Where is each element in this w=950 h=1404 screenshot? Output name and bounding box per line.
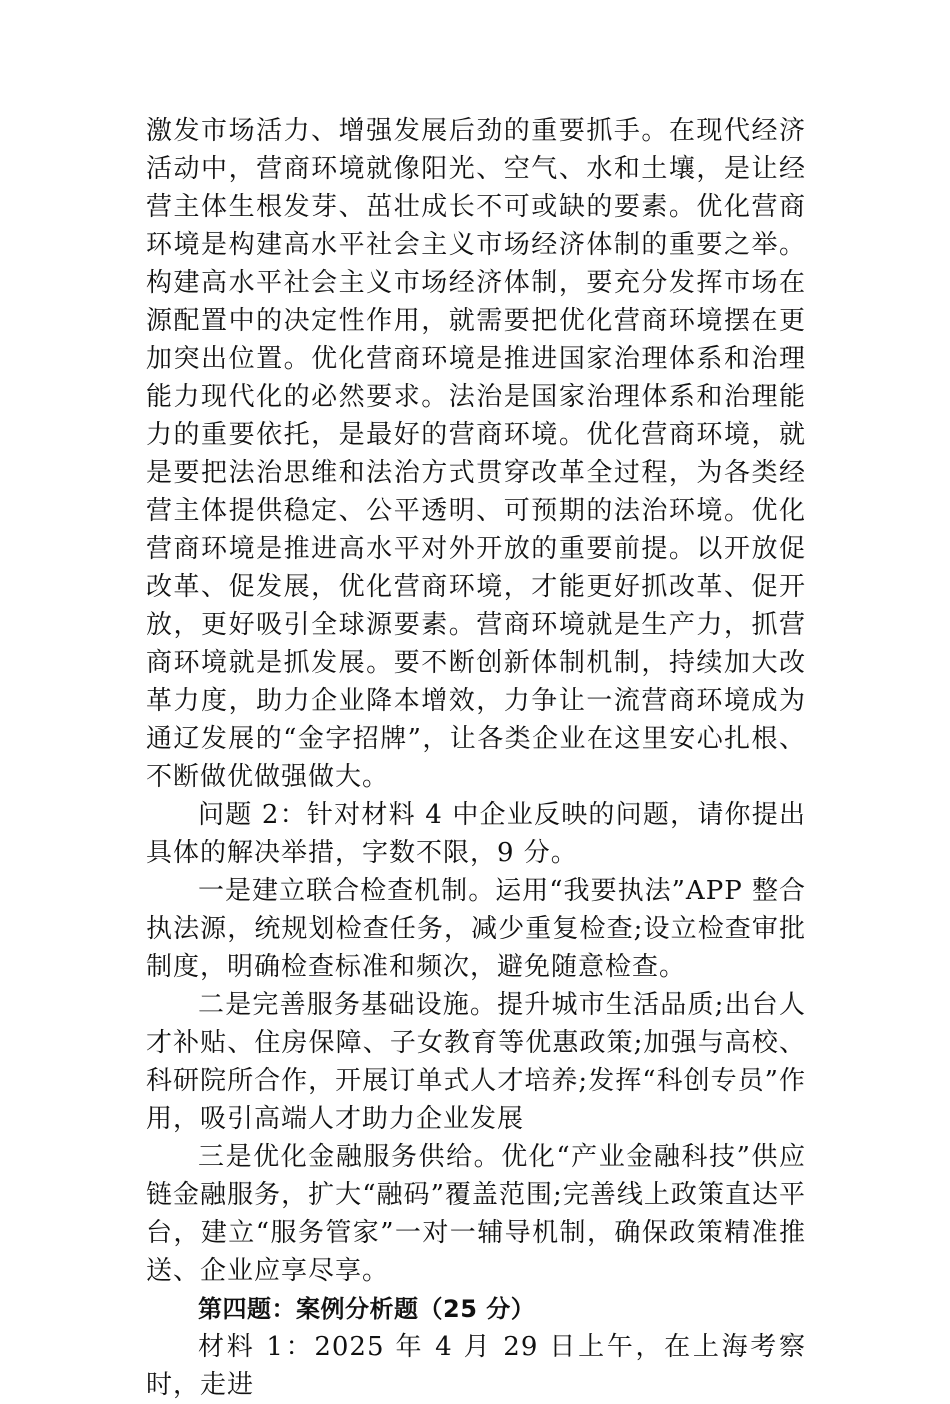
- paragraph-business-environment: 激发市场活力、增强发展后劲的重要抓手。在现代经济活动中，营商环境就像阳光、空气、水和土壤，是让经营主体生根发芽、茁壮成长不可或缺的要素。优化营商环境是构建高水平社会主义市场经济体制的重要之举。构建高水平社会主义市场经济体制，要充分发挥市场在源配置中的决定性作用，就需要把优化营商环境摆在更加突出位置。优化营商环境是推进国家治理体系和治理能力现代化的必然要求。法治是国家治理体系和治理能力的重要依托，是最好的营商环境。优化营商环境，就是要把法治思维和法治方式贯穿改革全过程，为各类经营主体提供稳定、公平透明、可预期的法治环境。优化营商环境是推进高水平对外开放的重要前提。以开放促改革、促发展，优化营商环境，才能更好抓改革、促开放，更好吸引全球源要素。营商环境就是生产力，抓营商环境就是抓发展。要不断创新体制机制，持续加大改革力度，助力企业降本增效，力争让一流营商环境成为通辽发展的“金字招牌”，让各类企业在这里安心扎根、不断做优做强做大。: [146, 116, 806, 792]
- question-2: 问题 2：针对材料 4 中企业反映的问题，请你提出具体的解决举措，字数不限，9 分。: [146, 800, 806, 868]
- section-heading: 第四题：案例分析题（25 分）: [198, 1295, 536, 1323]
- material-1: 材料 1：2025 年 4 月 29 日上午，在上海考察时，走进: [146, 1332, 806, 1400]
- document-body: [146, 112, 806, 1404]
- measure-3: 三是优化金融服务供给。优化“产业金融科技”供应链金融服务，扩大“融码”覆盖范围;完善线上政策直达平台，建立“服务管家”一对一辅导机制，确保政策精准推送、企业应享尽享。: [146, 1142, 806, 1286]
- measure-1: 一是建立联合检查机制。运用“我要执法”APP 整合执法源，统规划检查任务，减少重复检查;设立检查审批制度，明确检查标准和频次，避免随意检查。: [146, 876, 806, 982]
- measure-2: 二是完善服务基础设施。提升城市生活品质;出台人才补贴、住房保障、子女教育等优惠政策;加强与高校、科研院所合作，开展订单式人才培养;发挥“科创专员”作用，吸引高端人才助力企业发展: [146, 990, 806, 1134]
